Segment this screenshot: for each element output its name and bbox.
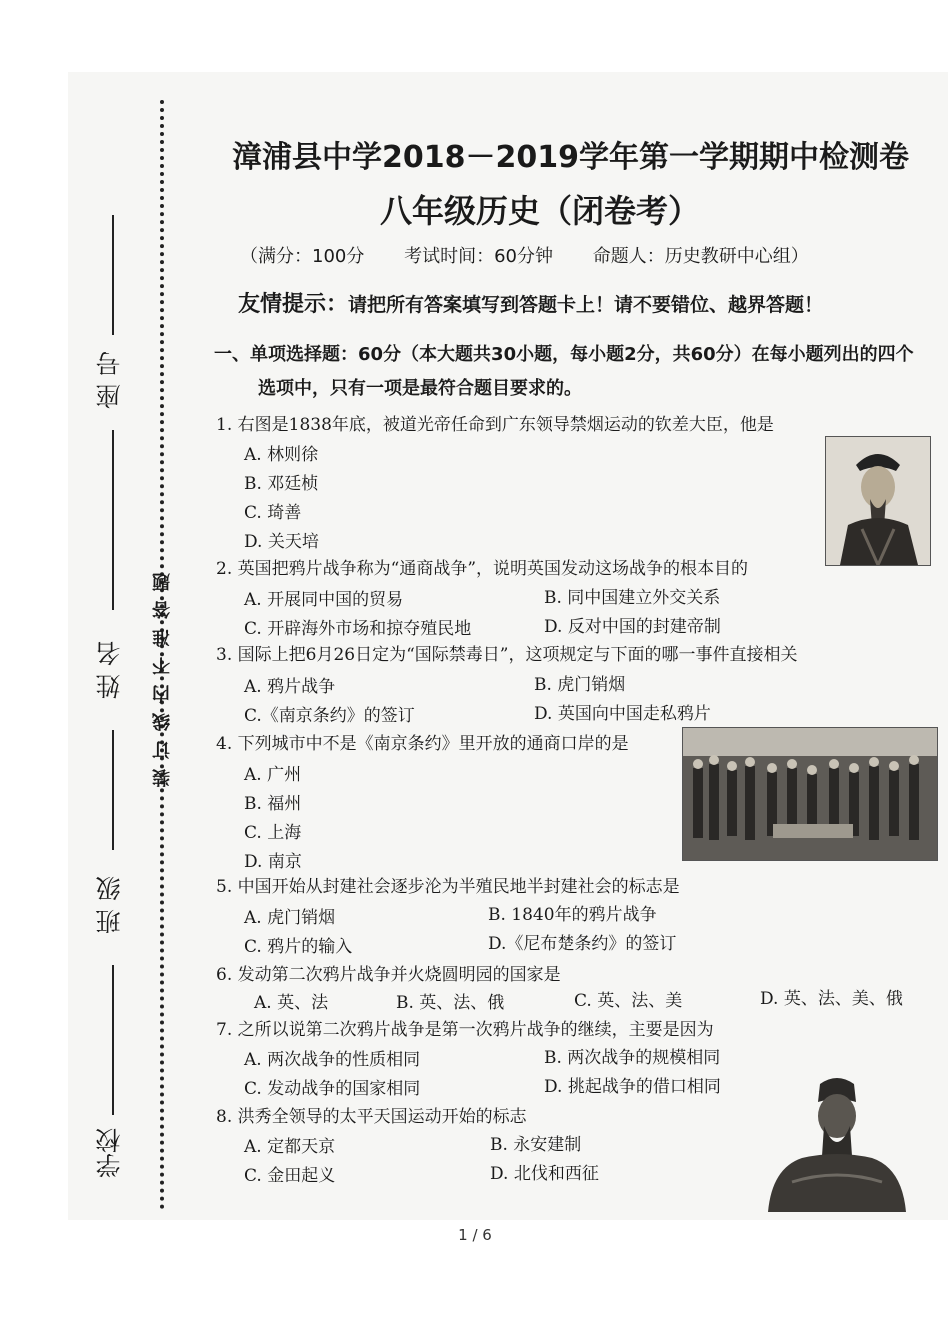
q7-option-d: D. 挑起战争的借口相同 [544, 1077, 721, 1097]
q6-option-d: D. 英、法、美、俄 [760, 989, 903, 1009]
question-1-stem: 1. 右图是1838年底，被道光帝任命到广东领导禁烟运动的钦差大臣，他是 [216, 415, 774, 435]
seat-underline [112, 215, 114, 335]
lin-zexu-portrait [825, 436, 931, 566]
q5-option-b: B. 1840年的鸦片战争 [488, 905, 657, 925]
treaty-signing-photo [682, 727, 938, 861]
question-5-stem: 5. 中国开始从封建社会逐步沦为半殖民地半封建社会的标志是 [216, 877, 680, 897]
class-underline [112, 730, 114, 850]
q2-option-a: A. 开展同中国的贸易 [244, 590, 404, 610]
q1-option-a: A. 林则徐 [244, 445, 319, 465]
exam-title: 漳浦县中学2018－2019学年第一学期期中检测卷 [232, 140, 909, 175]
exam-time: 考试时间：60分钟 [404, 246, 553, 267]
q8-option-c: C. 金田起义 [244, 1166, 336, 1186]
exam-subtitle: 八年级历史（闭卷考） [380, 192, 701, 230]
q7-option-a: A. 两次战争的性质相同 [244, 1050, 421, 1070]
q3-option-a: A. 鸦片战争 [244, 677, 336, 697]
section-line-1: 一、单项选择题：60分（本大题共30小题，每小题2分，共60分）在每小题列出的四个 [214, 344, 914, 365]
question-8-stem: 8. 洪秀全领导的太平天国运动开始的标志 [216, 1107, 527, 1127]
question-2-stem: 2. 英国把鸦片战争称为“通商战争”，说明英国发动这场战争的根本目的 [216, 559, 749, 579]
q2-option-d: D. 反对中国的封建帝制 [544, 617, 721, 637]
q5-option-c: C. 鸦片的输入 [244, 937, 353, 957]
question-3-stem: 3. 国际上把6月26日定为“国际禁毒日”，这项规定与下面的哪一事件直接相关 [216, 645, 798, 665]
exam-meta [240, 242, 843, 268]
q4-option-d: D. 南京 [244, 852, 302, 872]
q1-option-d: D. 关天培 [244, 532, 319, 552]
question-4-stem: 4. 下列城市中不是《南京条约》里开放的通商口岸的是 [216, 734, 629, 754]
q2-option-c: C. 开辟海外市场和掠夺殖民地 [244, 619, 472, 639]
q6-option-c: C. 英、法、美 [574, 991, 683, 1011]
exam-author: 命题人：历史教研中心组） [592, 246, 809, 267]
q1-option-c: C. 琦善 [244, 503, 302, 523]
school-label: 学校 [95, 1128, 124, 1178]
question-6-stem: 6. 发动第二次鸦片战争并火烧圆明园的国家是 [216, 965, 561, 985]
no-answer-note: 装订线内不准答题 [152, 563, 173, 787]
section-line-2: 选项中，只有一项是最符合题目要求的。 [258, 378, 582, 399]
q2-option-b: B. 同中国建立外交关系 [544, 588, 721, 608]
q4-option-c: C. 上海 [244, 823, 302, 843]
q8-option-b: B. 永安建制 [490, 1135, 582, 1155]
q6-option-b: B. 英、法、俄 [396, 993, 505, 1013]
q6-option-a: A. 英、法 [254, 993, 329, 1013]
q5-option-a: A. 虎门销烟 [244, 908, 336, 928]
q4-option-a: A. 广州 [244, 765, 302, 785]
question-7-stem: 7. 之所以说第二次鸦片战争是第一次鸦片战争的继续，主要是因为 [216, 1020, 714, 1040]
portrait-image [826, 437, 930, 565]
q7-option-b: B. 两次战争的规模相同 [544, 1048, 721, 1068]
page-number: 1 / 6 [458, 1226, 492, 1244]
statue-image [762, 1072, 912, 1212]
treaty-image [683, 728, 937, 860]
name-label: 姓 名 [95, 641, 124, 699]
q7-option-c: C. 发动战争的国家相同 [244, 1079, 421, 1099]
q5-option-d: D.《尼布楚条约》的签订 [488, 934, 677, 954]
section-heading [214, 338, 920, 406]
class-label: 班 级 [95, 876, 124, 934]
tip-head: 友情提示： [238, 292, 349, 317]
name-underline [112, 430, 114, 610]
hong-xiuquan-statue [762, 1072, 912, 1212]
full-score: （满分：100分 [240, 246, 365, 267]
seat-label: 座 号 [95, 351, 124, 409]
q3-option-c: C.《南京条约》的签订 [244, 706, 415, 726]
tip-text: 请把所有答案填写到答题卡上！请不要错位、越界答题！ [348, 294, 824, 316]
q4-option-b: B. 福州 [244, 794, 302, 814]
q1-option-b: B. 邓廷桢 [244, 474, 319, 494]
q8-option-a: A. 定都天京 [244, 1137, 336, 1157]
q3-option-b: B. 虎门销烟 [534, 675, 626, 695]
school-underline [112, 965, 114, 1115]
q3-option-d: D. 英国向中国走私鸦片 [534, 704, 711, 724]
friendly-tip [238, 287, 823, 318]
q8-option-d: D. 北伐和西征 [490, 1164, 599, 1184]
